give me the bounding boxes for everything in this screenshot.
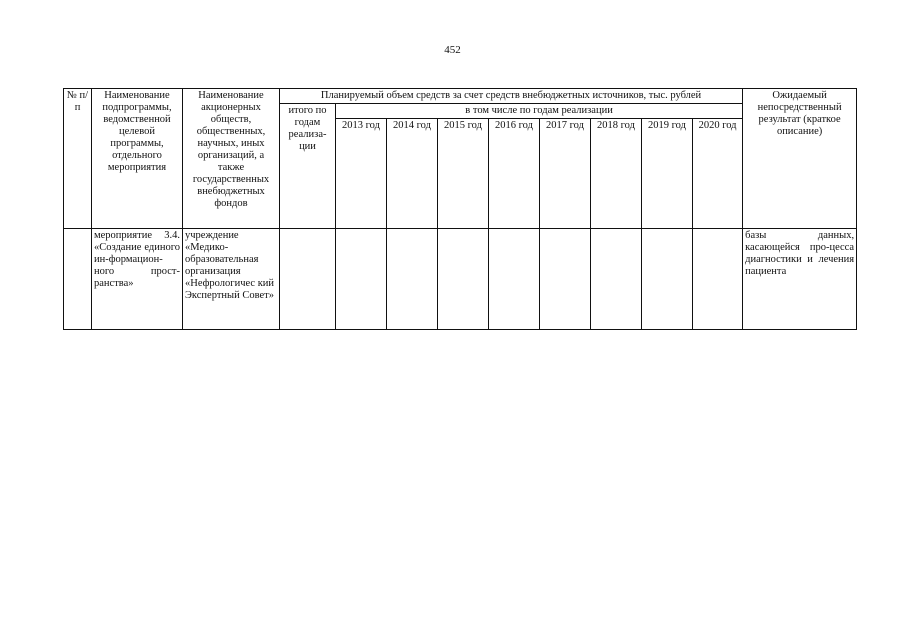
- header-organization: Наименование акционерных обществ, общественных, научных, иных организаций, а также государственных внебюджетных фондов: [183, 89, 280, 229]
- row-year-value: [642, 229, 693, 330]
- header-result: Ожидаемый непосредственный результат (краткое описание): [743, 89, 857, 229]
- page-number: 452: [444, 44, 461, 56]
- header-funding: Планируемый объем средств за счет средств внебюджетных источников, тыс. рублей: [280, 89, 743, 104]
- row-result: базы данных, касающейся про-цесса диагностики и лечения пациента: [743, 229, 857, 330]
- row-num: [64, 229, 92, 330]
- header-year: 2017 год: [540, 119, 591, 229]
- row-year-value: [489, 229, 540, 330]
- budget-table: [63, 88, 857, 330]
- row-year-value: [387, 229, 438, 330]
- header-year: 2019 год: [642, 119, 693, 229]
- row-year-value: [540, 229, 591, 330]
- row-year-value: [336, 229, 387, 330]
- table-row: [64, 229, 857, 330]
- header-total: итого по годам реализа-ции: [280, 104, 336, 229]
- row-year-value: [693, 229, 743, 330]
- header-program: Наименование подпрограммы, ведомственной целевой программы, отдельного мероприятия: [92, 89, 183, 229]
- header-by-years: в том числе по годам реализации: [336, 104, 743, 119]
- row-program: мероприятие 3.4. «Создание единого ин-формацион-ного прост-ранства»: [92, 229, 183, 330]
- header-row-1: [64, 89, 857, 104]
- row-year-value: [438, 229, 489, 330]
- header-year: 2016 год: [489, 119, 540, 229]
- row-total: [280, 229, 336, 330]
- header-year: 2020 год: [693, 119, 743, 229]
- header-year: 2015 год: [438, 119, 489, 229]
- header-num: № п/п: [64, 89, 92, 229]
- row-year-value: [591, 229, 642, 330]
- header-year: 2018 год: [591, 119, 642, 229]
- row-organization: учреждение «Медико-образовательная организация «Нефрологичес кий Экспертный Совет»: [183, 229, 280, 330]
- header-year: 2013 год: [336, 119, 387, 229]
- header-year: 2014 год: [387, 119, 438, 229]
